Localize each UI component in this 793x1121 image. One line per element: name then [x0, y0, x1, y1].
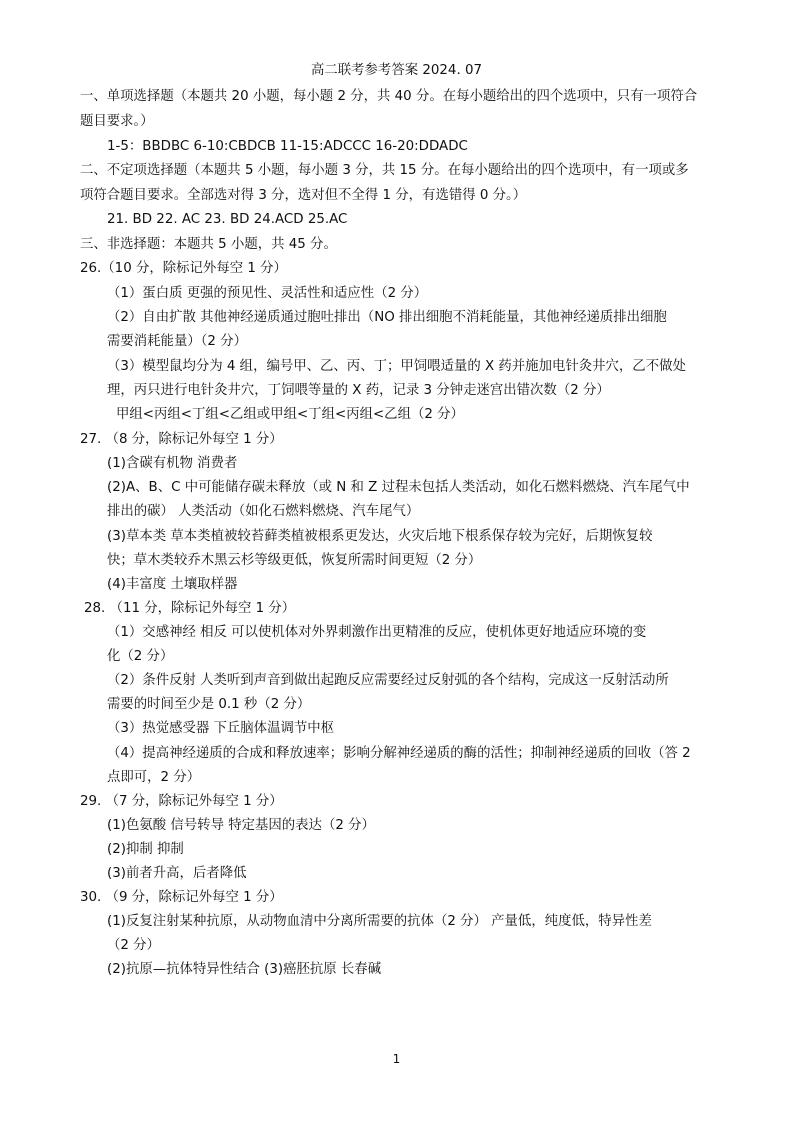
q26-part-1: （1）蛋白质 更强的预见性、灵活性和适应性（2 分）	[107, 286, 428, 301]
q28-part-1-cont: 化（2 分）	[107, 649, 174, 664]
q26-part-3: （3）模型鼠均分为 4 组，编号甲、乙、丙、丁；甲饲喂适量的 X 药并施加电针灸井穴，乙不做处	[107, 359, 686, 374]
q30-parts-2-3: (2)抗原—抗体特异性结合 (3)癌胚抗原 长春碱	[107, 962, 382, 977]
document-title: 高二联考参考答案 2024. 07	[310, 63, 482, 78]
q29-part-1: (1)色氨酸 信号转导 特定基因的表达（2 分）	[107, 818, 375, 833]
q26-part-3-cont: 理，丙只进行电针灸井穴，丁饲喂等量的 X 药，记录 3 分钟走迷宫出错次数（2 分）	[107, 383, 610, 398]
section-2-heading-cont: 项符合题目要求。全部选对得 3 分，选对但不全得 1 分，有选错得 0 分。）	[80, 188, 527, 203]
q28-heading: 28. （11 分，除标记外每空 1 分）	[84, 601, 296, 616]
q29-heading: 29. （7 分，除标记外每空 1 分）	[80, 794, 283, 809]
q26-part-3-result: 甲组<丙组<丁组<乙组或甲组<丁组<丙组<乙组（2 分）	[116, 407, 464, 422]
q28-part-3: （3）热觉感受器 下丘脑体温调节中枢	[107, 721, 335, 736]
q30-part-1-cont: （2 分）	[107, 938, 160, 953]
q28-part-1: （1）交感神经 相反 可以使机体对外界刺激作出更精准的反应，使机体更好地适应环境的变	[107, 625, 647, 640]
q27-part-3: (3)草本类 草本类植被较苔藓类植被根系更发达，火灾后地下根系保存较为完好，后期恢复较	[107, 529, 653, 544]
q26-part-2: （2）自由扩散 其他神经递质通过胞吐排出（NO 排出细胞不消耗能量，其他神经递质排出细胞	[107, 310, 667, 325]
q27-part-3-cont: 快；草木类较乔木黑云杉等级更低，恢复所需时间更短（2 分）	[107, 553, 482, 568]
q28-part-2: （2）条件反射 人类听到声音到做出起跑反应需要经过反射弧的各个结构，完成这一反射活动所	[107, 673, 669, 688]
q29-part-3: (3)前者升高，后者降低	[107, 866, 247, 881]
section-1-heading-cont: 题目要求。）	[80, 114, 154, 129]
section-1-heading: 一、单项选择题（本题共 20 小题，每小题 2 分，共 40 分。在每小题给出的四个选项中，只有一项符合	[80, 89, 698, 104]
q30-heading: 30. （9 分，除标记外每空 1 分）	[80, 890, 283, 905]
q27-heading: 27. （8 分，除标记外每空 1 分）	[80, 432, 283, 447]
q29-part-2: (2)抑制 抑制	[107, 842, 184, 857]
section-2-heading: 二、不定项选择题（本题共 5 小题，每小题 3 分，共 15 分。在每小题给出的四个选项中，有一项或多	[80, 163, 689, 178]
mc-answers-1-20: 1-5：BBDBC 6-10:CBDCB 11-15:ADCCC 16-20:DDADC	[107, 139, 468, 154]
q27-part-4: (4)丰富度 土壤取样器	[107, 577, 238, 592]
q28-part-2-cont: 需要的时间至少是 0.1 秒（2 分）	[107, 697, 311, 712]
mc-answers-21-25: 21. BD 22. AC 23. BD 24.ACD 25.AC	[107, 212, 348, 227]
q28-part-4: （4）提高神经递质的合成和释放速率；影响分解神经递质的酶的活性；抑制神经递质的回收（答 2	[107, 746, 691, 761]
q28-part-4-cont: 点即可，2 分）	[107, 770, 201, 785]
section-3-heading: 三、非选择题：本题共 5 小题，共 45 分。	[80, 237, 337, 252]
q27-part-2-cont: 排出的碳） 人类活动（如化石燃料燃烧、汽车尾气）	[107, 504, 420, 519]
q27-part-1: (1)含碳有机物 消费者	[107, 456, 238, 471]
q26-part-2-cont: 需要消耗能量）（2 分）	[107, 334, 247, 349]
page-number: 1	[392, 1052, 401, 1066]
q30-part-1: (1)反复注射某种抗原，从动物血清中分离所需要的抗体（2 分） 产量低，纯度低，特异性差	[107, 914, 652, 929]
q27-part-2: (2)A、B、C 中可能储存碳未释放（或 N 和 Z 过程未包括人类活动，如化石燃料燃烧、汽车尾气中	[107, 480, 690, 495]
q26-heading: 26.（10 分，除标记外每空 1 分）	[80, 261, 287, 276]
